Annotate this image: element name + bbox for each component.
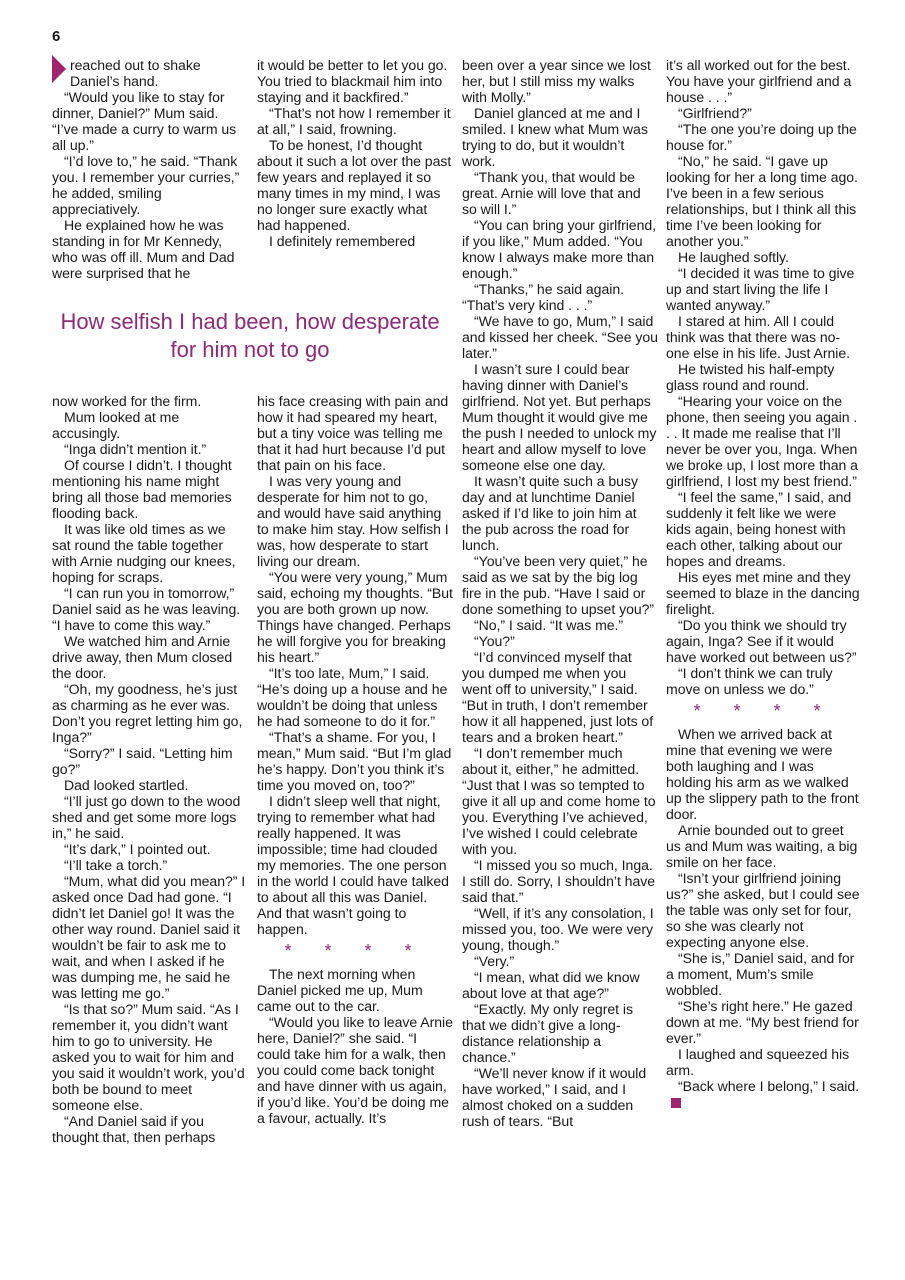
paragraph: “I feel the same,” I said, and suddenly it felt like we were kids again, being honest with each other, talking about our hopes and dreams. [666,489,852,569]
paragraph: Of course I didn’t. I thought mentioning his name might bring all those bad memories flooding back. [52,457,232,521]
paragraph: “Exactly. My only regret is that we didn’t give a long-distance relationship a chance.” [462,1001,633,1065]
paragraph: been over a year since we lost her, but I still miss my walks with Molly.” [462,57,651,105]
paragraph: “I can run you in tomorrow,” Daniel said as he was leaving. “I have to come this way.” [52,585,241,633]
paragraph: “Oh, my goodness, he’s just as charming as he ever was. Don’t you regret letting him go, Inga?” [52,681,243,745]
paragraph: “The one you’re doing up the house for.” [666,121,857,153]
paragraph: It was like old times as we sat round the table together with Arnie nudging our knees, hoping for scraps. [52,521,236,585]
paragraph: “We’ll never know if it would have worked,” I said, and I almost choked on a sudden rush of tears. “But [462,1065,647,1129]
paragraph: “I mean, what did we know about love at that age?” [462,969,640,1001]
paragraph: “Would you like to leave Arnie here, Daniel?” she said. “I could take him for a walk, then you could come back tonight and have dinner with us again, if you’d like. You’d be doing me a favour, actually. It’s [257,1014,453,1126]
paragraph: “That’s a shame. For you, I mean,” Mum said. “But I’m glad he’s happy. Don’t you think it’s time you moved on, too?” [257,729,452,793]
paragraph: “Do you think we should try again, Inga? See if it would have worked out between us?” [666,617,857,665]
paragraph: “It’s dark,” I pointed out. [64,841,211,857]
page-number: 6 [52,28,61,45]
column-2-bottom [257,393,453,1126]
column-1-top [52,57,248,281]
paragraph: I didn’t sleep well that night, trying to remember what had really happened. It was impossible; time had clouded my memories. The one person in the world I could have talked to about all this was Daniel. And that wasn’t going to happen. [257,793,449,937]
paragraph: “No,” I said. “It was me.” [474,617,624,633]
final-paragraph [666,1078,862,1110]
paragraph: “Thank you, that would be great. Arnie will love that and so will I.” [462,169,641,217]
paragraph: We watched him and Arnie drive away, then Mum closed the door. [52,633,233,681]
paragraph: “I decided it was time to give up and start living the life I wanted anyway.” [666,265,855,313]
pull-quote: How selfish I had been, how desperate for him not to go [60,309,440,362]
paragraph: Dad looked startled. [64,777,189,793]
paragraph: “You?” [474,633,515,649]
paragraph: “She’s right here.” He gazed down at me. “My best friend for ever.” [666,998,859,1046]
paragraph: “Mum, what did you mean?” I asked once Dad had gone. “I didn’t let Daniel go! It was the other way round. Daniel said it wouldn’t be fair to ask me to wait, and when I asked if he was dumping me, he said he was letting me go.” [52,873,246,1001]
paragraph: I definitely remembered [269,233,416,249]
paragraph: “Thanks,” he said again. “That’s very kind . . .” [462,281,624,313]
paragraph: I stared at him. All I could think was that there was no-one else in his life. Just Arnie. [666,313,851,361]
paragraph: his face creasing with pain and how it had speared my heart, but a tiny voice was telling me that it had hurt because I’d put that pain on his face. [257,393,449,473]
paragraph: “You’ve been very quiet,” he said as we sat by the big log fire in the pub. “Have I said or done something to upset you?” [462,553,655,617]
paragraph: it would be better to let you go. You tried to blackmail him into staying and it backfired.” [257,57,448,105]
paragraph: “Isn’t your girlfriend joining us?” she asked, but I could see the table was only set for four, so she was clearly not expecting anyone else. [666,870,860,950]
paragraph: “Very.” [474,953,515,969]
paragraph: When we arrived back at mine that evening we were both laughing and I was holding his arm as we walked up the slippery path to the front door. [666,726,859,822]
paragraph: “I don’t think we can truly move on unless we do.” [666,665,833,697]
paragraph-text: “Back where I belong,” I said. [678,1078,860,1094]
paragraph: “Hearing your voice on the phone, then seeing you again . . . It made me realise that I’ll never be over you, Inga. When we broke up, I lost more than a girlfriend, I lost my best friend.” [666,393,858,489]
paragraph: “I’ll take a torch.” [64,857,168,873]
paragraph: “Inga didn’t mention it.” [64,441,207,457]
paragraph: “We have to go, Mum,” I said and kissed her cheek. “See you later.” [462,313,658,361]
paragraph: “Would you like to stay for dinner, Daniel?” Mum said. “I’ve made a curry to warm us all up.” [52,89,237,153]
paragraph: “Sorry?” I said. “Letting him go?” [52,745,233,777]
paragraph: I wasn’t sure I could bear having dinner with Daniel’s girlfriend. Not yet. But perhaps Mum thought it would give me the push I needed to unlock my heart and allow myself to love someone else one day. [462,361,657,473]
paragraph: It wasn’t quite such a busy day and at lunchtime Daniel asked if I’d like to join him at the pub across the road for lunch. [462,473,638,553]
paragraph: “I’ll just go down to the wood shed and get some more logs in,” he said. [52,793,241,841]
paragraph: now worked for the firm. [52,393,202,409]
paragraph: I laughed and squeezed his arm. [666,1046,850,1078]
section-break-stars: * * * * [284,941,426,961]
paragraph: “Well, if it’s any consolation, I missed you, too. We were very young, though.” [462,905,654,953]
paragraph: reached out to shake Daniel’s hand. [70,57,201,89]
paragraph: “She is,” Daniel said, and for a moment, Mum’s smile wobbled. [666,950,855,998]
paragraph: “I’d convinced myself that you dumped me when you went off to university,” I said. “But in truth, I don’t remember how it all happened, just lots of tears and a broken heart.” [462,649,654,745]
paragraph: “That’s not how I remember it at all,” I said, frowning. [257,105,451,137]
paragraph: “Girlfriend?” [678,105,752,121]
paragraph: “It’s too late, Mum,” I said. “He’s doing up a house and he wouldn’t be doing that unless he had someone to do it for.” [257,665,448,729]
paragraph: Daniel glanced at me and I smiled. I knew what Mum was trying to do, but it wouldn’t work. [462,105,648,169]
column-3 [462,57,658,1129]
column-2-top [257,57,453,249]
paragraph: He laughed softly. [678,249,789,265]
column-4 [666,57,862,1110]
section-break-stars: * * * * [693,701,835,721]
end-of-story-mark [671,1098,681,1108]
paragraph: Mum looked at me accusingly. [52,409,180,441]
column-1-bottom [52,393,248,1145]
paragraph: it’s all worked out for the best. You have your girlfriend and a house . . .” [666,57,852,105]
paragraph: Arnie bounded out to greet us and Mum was waiting, a big smile on her face. [666,822,858,870]
paragraph: He twisted his half-empty glass round and round. [666,361,835,393]
paragraph: “Is that so?” Mum said. “As I remember it, you didn’t want him to go to university. He asked you to wait for him and you said it wouldn’t work, you’d both be bound to meet someone else. [52,1001,245,1113]
paragraph: He explained how he was standing in for Mr Kennedy, who was off ill. Mum and Dad were surprised that he [52,217,235,281]
paragraph: The next morning when Daniel picked me up, Mum came out to the car. [257,966,423,1014]
paragraph: “You can bring your girlfriend, if you like,” Mum added. “You know I always make more than enough.” [462,217,657,281]
paragraph: “I missed you so much, Inga. I still do. Sorry, I shouldn’t have said that.” [462,857,656,905]
paragraph: To be honest, I’d thought about it such a lot over the past few years and replayed it so many times in my mind, I was no longer sure exactly what had happened. [257,137,452,233]
paragraph: “And Daniel said if you thought that, then perhaps [52,1113,216,1145]
paragraph: “I don’t remember much about it, either,” he admitted. “Just that I was so tempted to give it all up and come home to you. Everything I’ve achieved, I’ve wished I could celebrate with you. [462,745,656,857]
paragraph: “I’d love to,” he said. “Thank you. I remember your curries,” he added, smiling appreciatively. [52,153,240,217]
paragraph: I was very young and desperate for him not to go, and would have said anything to make him stay. How selfish I was, how desperate to start living our dream. [257,473,449,569]
paragraph: “No,” he said. “I gave up looking for her a long time ago. I’ve been in a few serious relationships, but I think all this time I’ve been looking for another you.” [666,153,858,249]
paragraph: “You were very young,” Mum said, echoing my thoughts. “But you are both grown up now. Things have changed. Perhaps he will forgive you for breaking his heart.” [257,569,453,665]
paragraph: His eyes met mine and they seemed to blaze in the dancing firelight. [666,569,860,617]
